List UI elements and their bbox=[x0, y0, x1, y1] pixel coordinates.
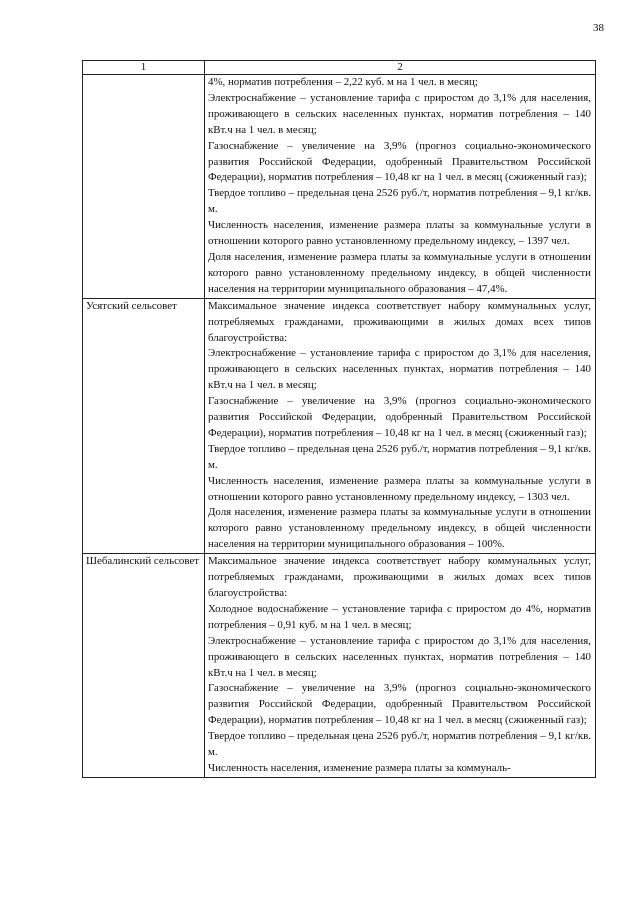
description-cell bbox=[205, 554, 596, 778]
paragraph: Численность населения, изменение размера платы за коммунальные услуги в отношении которого равно установленному предельному индексу, – 1397 чел. bbox=[208, 219, 591, 248]
paragraph: Электроснабжение – установление тарифа с приростом до 3,1% для населения, проживающего в сельских населенных пунктах, норматив потребления – 140 кВт.ч на 1 чел. в месяц; bbox=[208, 91, 591, 136]
header-col-1: 1 bbox=[83, 61, 205, 75]
tariff-table bbox=[82, 60, 596, 778]
paragraph: Газоснабжение – увеличение на 3,9% (прогноз социально-экономического развития Российской Федерации, одобренный Правительством Российской Федерации), норматив потребления – 10,48 кг на 1 чел. в месяц (сжиженный газ); bbox=[208, 139, 591, 184]
paragraph: Твердое топливо – предельная цена 2526 руб./т, норматив потребления – 9,1 кг/кв. м. bbox=[208, 730, 591, 759]
paragraph: Твердое топливо – предельная цена 2526 руб./т, норматив потребления – 9,1 кг/кв. м. bbox=[208, 442, 591, 471]
table-row bbox=[83, 298, 596, 554]
paragraph: Холодное водоснабжение – установление тарифа с приростом до 4%, норматив потребления – 0,91 куб. м на 1 чел. в месяц; bbox=[208, 602, 591, 631]
paragraph: Численность населения, изменение размера платы за коммунальные услуги в отношении которого равно установленному предельному индексу, – 1303 чел. bbox=[208, 474, 591, 503]
region-name: Шебалинский сельсовет bbox=[86, 555, 200, 568]
table-row bbox=[83, 75, 596, 299]
table-header-row bbox=[83, 61, 596, 75]
paragraph: Твердое топливо – предельная цена 2526 руб./т, норматив потребления – 9,1 кг/кв. м. bbox=[208, 187, 591, 216]
header-col-2: 2 bbox=[205, 61, 596, 75]
description-cell bbox=[205, 298, 596, 554]
region-cell bbox=[83, 298, 205, 554]
paragraph: Газоснабжение – увеличение на 3,9% (прогноз социально-экономического развития Российской Федерации, одобренный Правительством Российской Федерации), норматив потребления – 10,48 кг на 1 чел. в месяц (сжиженный газ); bbox=[208, 682, 591, 727]
paragraph: Доля населения, изменение размера платы за коммунальные услуги в отношении которого равно установленному предельному индексу, в общей численности населения на территории муниципального образования – 47,4%. bbox=[208, 250, 591, 295]
paragraph: Электроснабжение – установление тарифа с приростом до 3,1% для населения, проживающего в сельских населенных пунктах, норматив потребления – 140 кВт.ч на 1 чел. в месяц; bbox=[208, 347, 591, 392]
description-cell bbox=[205, 75, 596, 299]
region-name: Усятский сельсовет bbox=[86, 299, 177, 312]
paragraph: Газоснабжение – увеличение на 3,9% (прогноз социально-экономического развития Российской Федерации, одобренный Правительством Российской Федерации), норматив потребления – 10,48 кг на 1 чел. в месяц (сжиженный газ); bbox=[208, 395, 591, 439]
page-number: 38 bbox=[593, 22, 604, 34]
paragraph: Электроснабжение – установление тарифа с приростом до 3,1% для населения, проживающего в сельских населенных пунктах, норматив потребления – 140 кВт.ч на 1 чел. в месяц; bbox=[208, 634, 591, 679]
paragraph: Численность населения, изменение размера платы за коммуналь- bbox=[208, 761, 511, 774]
paragraph: Максимальное значение индекса соответствует набору коммунальных услуг, потребляемых гражданами, проживающими в жилых домах всех типов благоустройства: bbox=[208, 299, 591, 344]
region-cell bbox=[83, 75, 205, 299]
paragraph: Доля населения, изменение размера платы за коммунальные услуги в отношении которого равно установленному предельному индексу, в общей численности населения на территории муниципального образования – 100%. bbox=[208, 506, 591, 551]
region-cell bbox=[83, 554, 205, 778]
paragraph: Максимальное значение индекса соответствует набору коммунальных услуг, потребляемых гражданами, проживающими в жилых домах всех типов благоустройства: bbox=[208, 555, 591, 599]
paragraph: 4%, норматив потребления – 2,22 куб. м на 1 чел. в месяц; bbox=[208, 76, 478, 88]
table-row bbox=[83, 554, 596, 778]
